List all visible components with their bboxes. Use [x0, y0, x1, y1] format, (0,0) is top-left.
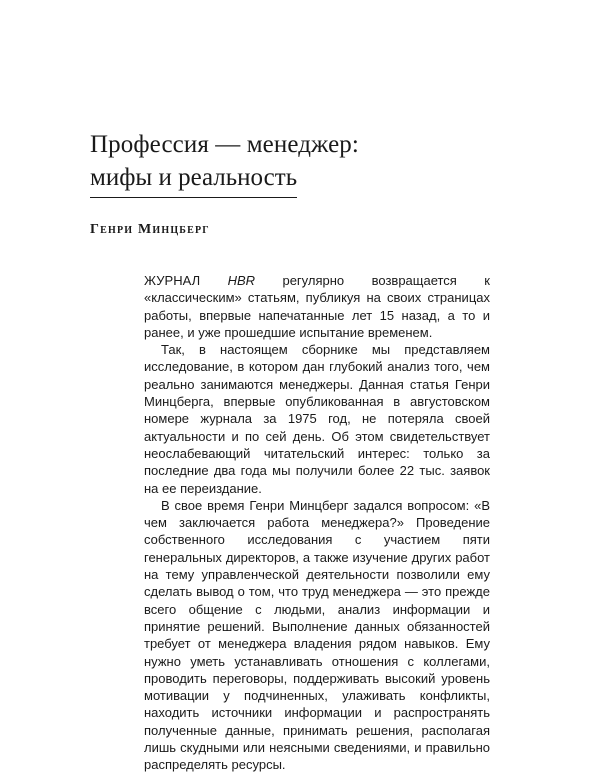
paragraph-1-lead: ЖУРНАЛ	[144, 273, 228, 288]
article-body	[144, 272, 490, 774]
paragraph-2: Так, в настоящем сборнике мы представляем исследование, в котором дан глубокий анализ того, чем реально занимаются менеджеры. Данная статья Генри Минцберга, впервые опубликованная в августовском номере журнала за 1975 год, не потеряла своей актуальности и по сей день. Об этом свидетельствует неослабевающий читательский интерес: только за последние два года мы получили более 22 тыс. заявок на ее переиздание.	[144, 342, 490, 496]
article-title	[90, 128, 380, 198]
paragraph-3: В свое время Генри Минцберг задался вопросом: «В чем заключается работа менеджера?» Проведение собственного исследования с участием пяти генеральных директоров, а также изучение других работ на тему управленческой деятельности позволили ему сделать вывод о том, что труд менеджера — это прежде всего общение с людьми, анализ информации и принятие решений. Выполнение данных обязанностей требует от менеджера владения рядом навыков. Ему нужно уметь устанавливать отношения с коллегами, проводить переговоры, поддерживать высокий уровень мотивации у подчиненных, улаживать конфликты, находить источники информации и распространять полученные данные, принимать решения, располагая лишь скудными или неясными сведениями, и правильно распределять ресурсы.	[144, 497, 490, 773]
author-name: Генри Минцберг	[90, 222, 210, 237]
title-line-1: Профессия — менеджер:	[90, 131, 359, 158]
title-line-2: мифы и реальность	[90, 161, 297, 198]
paragraph-1-text: регулярно возвращается к «классическим» статьям, публикуя на своих страницах работы, впервые напечатанные лет 15 назад, а то и ранее, и уже прошедшие испытание временем.	[144, 273, 490, 340]
journal-abbreviation: HBR	[227, 273, 256, 288]
paragraph-1	[144, 272, 490, 341]
